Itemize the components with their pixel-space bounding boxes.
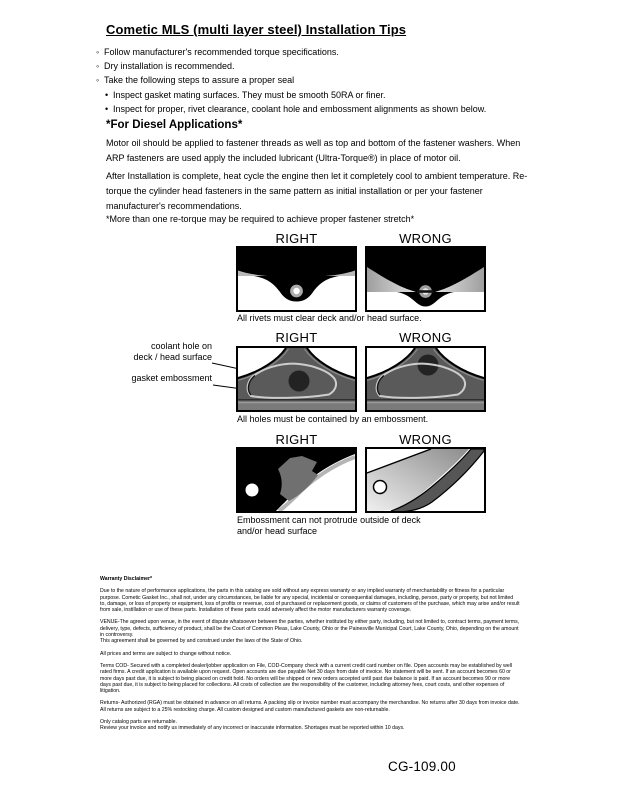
review-invoice-line: Review your invoice and notify us immediately of any incorrect or inaccurate information. Shortages must be reported within 10 days. bbox=[100, 725, 405, 732]
filled-bullet-icon: • bbox=[105, 89, 109, 100]
rivet-clearance-wrong-illustration bbox=[367, 248, 484, 310]
returns-paragraph: Returns- Authorized (RGA) must be obtained in advance on all returns. A packing slip or invoice number must accompany the merchandise. No returns after 30 days from invoice date. All returns are subject to a 25% restocking charge. All custom designed and custom manufactured gaskets are non-returnable. bbox=[100, 700, 520, 713]
page-title: Cometic MLS (multi layer steel) Installation Tips bbox=[106, 22, 407, 37]
list-item bbox=[105, 88, 536, 102]
bullet-text: Take the following steps to assure a proper seal bbox=[104, 75, 295, 86]
bullet-text: Dry installation is recommended. bbox=[104, 61, 235, 72]
diesel-paragraph: After Installation is complete, heat cycle the engine then let it completely cool to ambient temperature. Re-torque the cylinder head fasteners in the same pattern as initial installation or per your fastener manufacturer's recommendations. bbox=[106, 171, 528, 211]
bullet-text: Inspect gasket mating surfaces. They must be smooth 50RA or finer. bbox=[113, 89, 386, 100]
fig3-wrong-label: WRONG bbox=[399, 432, 452, 447]
fig2-caption: All holes must be contained by an embossment. bbox=[237, 414, 429, 424]
fig3-right-label: RIGHT bbox=[275, 432, 318, 447]
fig3-caption-line2: and/or head surface bbox=[237, 526, 318, 536]
warranty-disclaimer-heading: Warranty Disclaimer* bbox=[100, 576, 152, 582]
catalog-parts-line: Only catalog parts are returnable. bbox=[100, 719, 177, 726]
document-number: CG-109.00 bbox=[388, 759, 456, 774]
open-bullet-icon: ◦ bbox=[96, 47, 100, 57]
fig1-right-diagram bbox=[236, 246, 357, 312]
warranty-disclaimer-section bbox=[100, 576, 520, 738]
bullet-text: Follow manufacturer's recommended torque specifications. bbox=[104, 47, 339, 57]
fig2-right-diagram bbox=[236, 346, 357, 412]
embossment-containment-wrong-illustration bbox=[367, 348, 484, 410]
fig1-right-label: RIGHT bbox=[275, 231, 318, 246]
coolant-hole-annotation: coolant hole on deck / head surface bbox=[133, 341, 212, 362]
diesel-section-heading: *For Diesel Applications* bbox=[106, 119, 243, 131]
rivet-clearance-right-illustration bbox=[238, 248, 355, 310]
retorque-note: *More than one re-torque may be required to achieve proper fastener stretch* bbox=[106, 214, 415, 224]
governing-law-line: This agreement shall be governed by and construed under the laws of the State of Ohio. bbox=[100, 638, 303, 645]
fig2-right-label: RIGHT bbox=[275, 330, 318, 345]
list-item bbox=[105, 102, 536, 116]
fig3-wrong-diagram bbox=[365, 447, 486, 513]
embossment-protrusion-wrong-illustration bbox=[367, 449, 484, 511]
embossment-containment-right-illustration bbox=[238, 348, 355, 410]
fig2-wrong-label: WRONG bbox=[399, 330, 452, 345]
filled-bullet-icon: • bbox=[105, 103, 109, 114]
terms-cod-paragraph: Terms COD- Secured with a completed dealer/jobber application on File, COD-Company check with a current credit card number on file. Open accounts may be established by well rated firms. A credit application is available upon request. Open accounts are due payable Net 30 days from date of invoice. No statement will be sent. If an account becomes 60 or more days past due, it is subject to being placed on credit hold. No orders will be shipped or new orders accepted until past due balance is paid. If an account becomes 90 or more days past due, it is subject to being placed for collections. All costs of collection are the responsibility of the customer, including attorney fees, court costs, and other expenses of litigation. bbox=[100, 662, 513, 695]
embossment-protrusion-right-illustration bbox=[238, 449, 355, 511]
intro-bullet-list bbox=[96, 45, 536, 116]
open-bullet-icon: ◦ bbox=[96, 61, 100, 72]
fig3-caption-line1: Embossment can not protrude outside of deck bbox=[237, 515, 421, 525]
fig1-wrong-label: WRONG bbox=[399, 231, 452, 246]
list-item bbox=[96, 45, 536, 59]
fig3-right-diagram bbox=[236, 447, 357, 513]
open-bullet-icon: ◦ bbox=[96, 75, 100, 86]
diesel-paragraph: Motor oil should be applied to fastener threads as well as top and bottom of the fastener washers. When ARP fasteners are used apply the included lubricant (Ultra-Torque®) in place of motor oil. bbox=[106, 138, 521, 163]
bullet-text: Inspect for proper, rivet clearance, coolant hole and embossment alignments as shown below. bbox=[113, 103, 487, 114]
venue-paragraph: VENUE-The agreed upon venue, in the event of dispute whatsoever between the parties, whether instituted by either party, including, but not limited to, contract terms, payment terms, delivery, type, defects, sufficiency of product, shall be the Court of Common Pleas, Lake County, Ohio or the Painesville Municipal Court, Lake County, Ohio, depending on the amount in controversy. bbox=[100, 619, 520, 639]
gasket-embossment-annotation: gasket embossment bbox=[131, 373, 212, 383]
warranty-paragraph: Due to the nature of performance applications, the parts in this catalog are sold without any express warranty or any implied warranty of merchantability or fitness for a particular purpose. Cometic Gasket Inc., shall not, under any circumstances, be liable for any special, incidental or consequential damages, including, person, party or property, but not limited to, damage, or loss of property or equipment, loss of profits or revenue, cost of purchased or replacement goods, or claims of customers of the purchase, which may arise and/or result from sale, instillation or use of these parts. Installation of these parts could adversely affect the motor manufacturers warranty coverage. bbox=[100, 588, 520, 614]
prices-terms-line: All prices and terms are subject to change without notice. bbox=[100, 650, 232, 657]
fig1-caption: All rivets must clear deck and/or head surface. bbox=[237, 313, 422, 323]
list-item bbox=[96, 59, 536, 73]
fig1-wrong-diagram bbox=[365, 246, 486, 312]
list-item bbox=[96, 73, 536, 87]
fig2-wrong-diagram bbox=[365, 346, 486, 412]
